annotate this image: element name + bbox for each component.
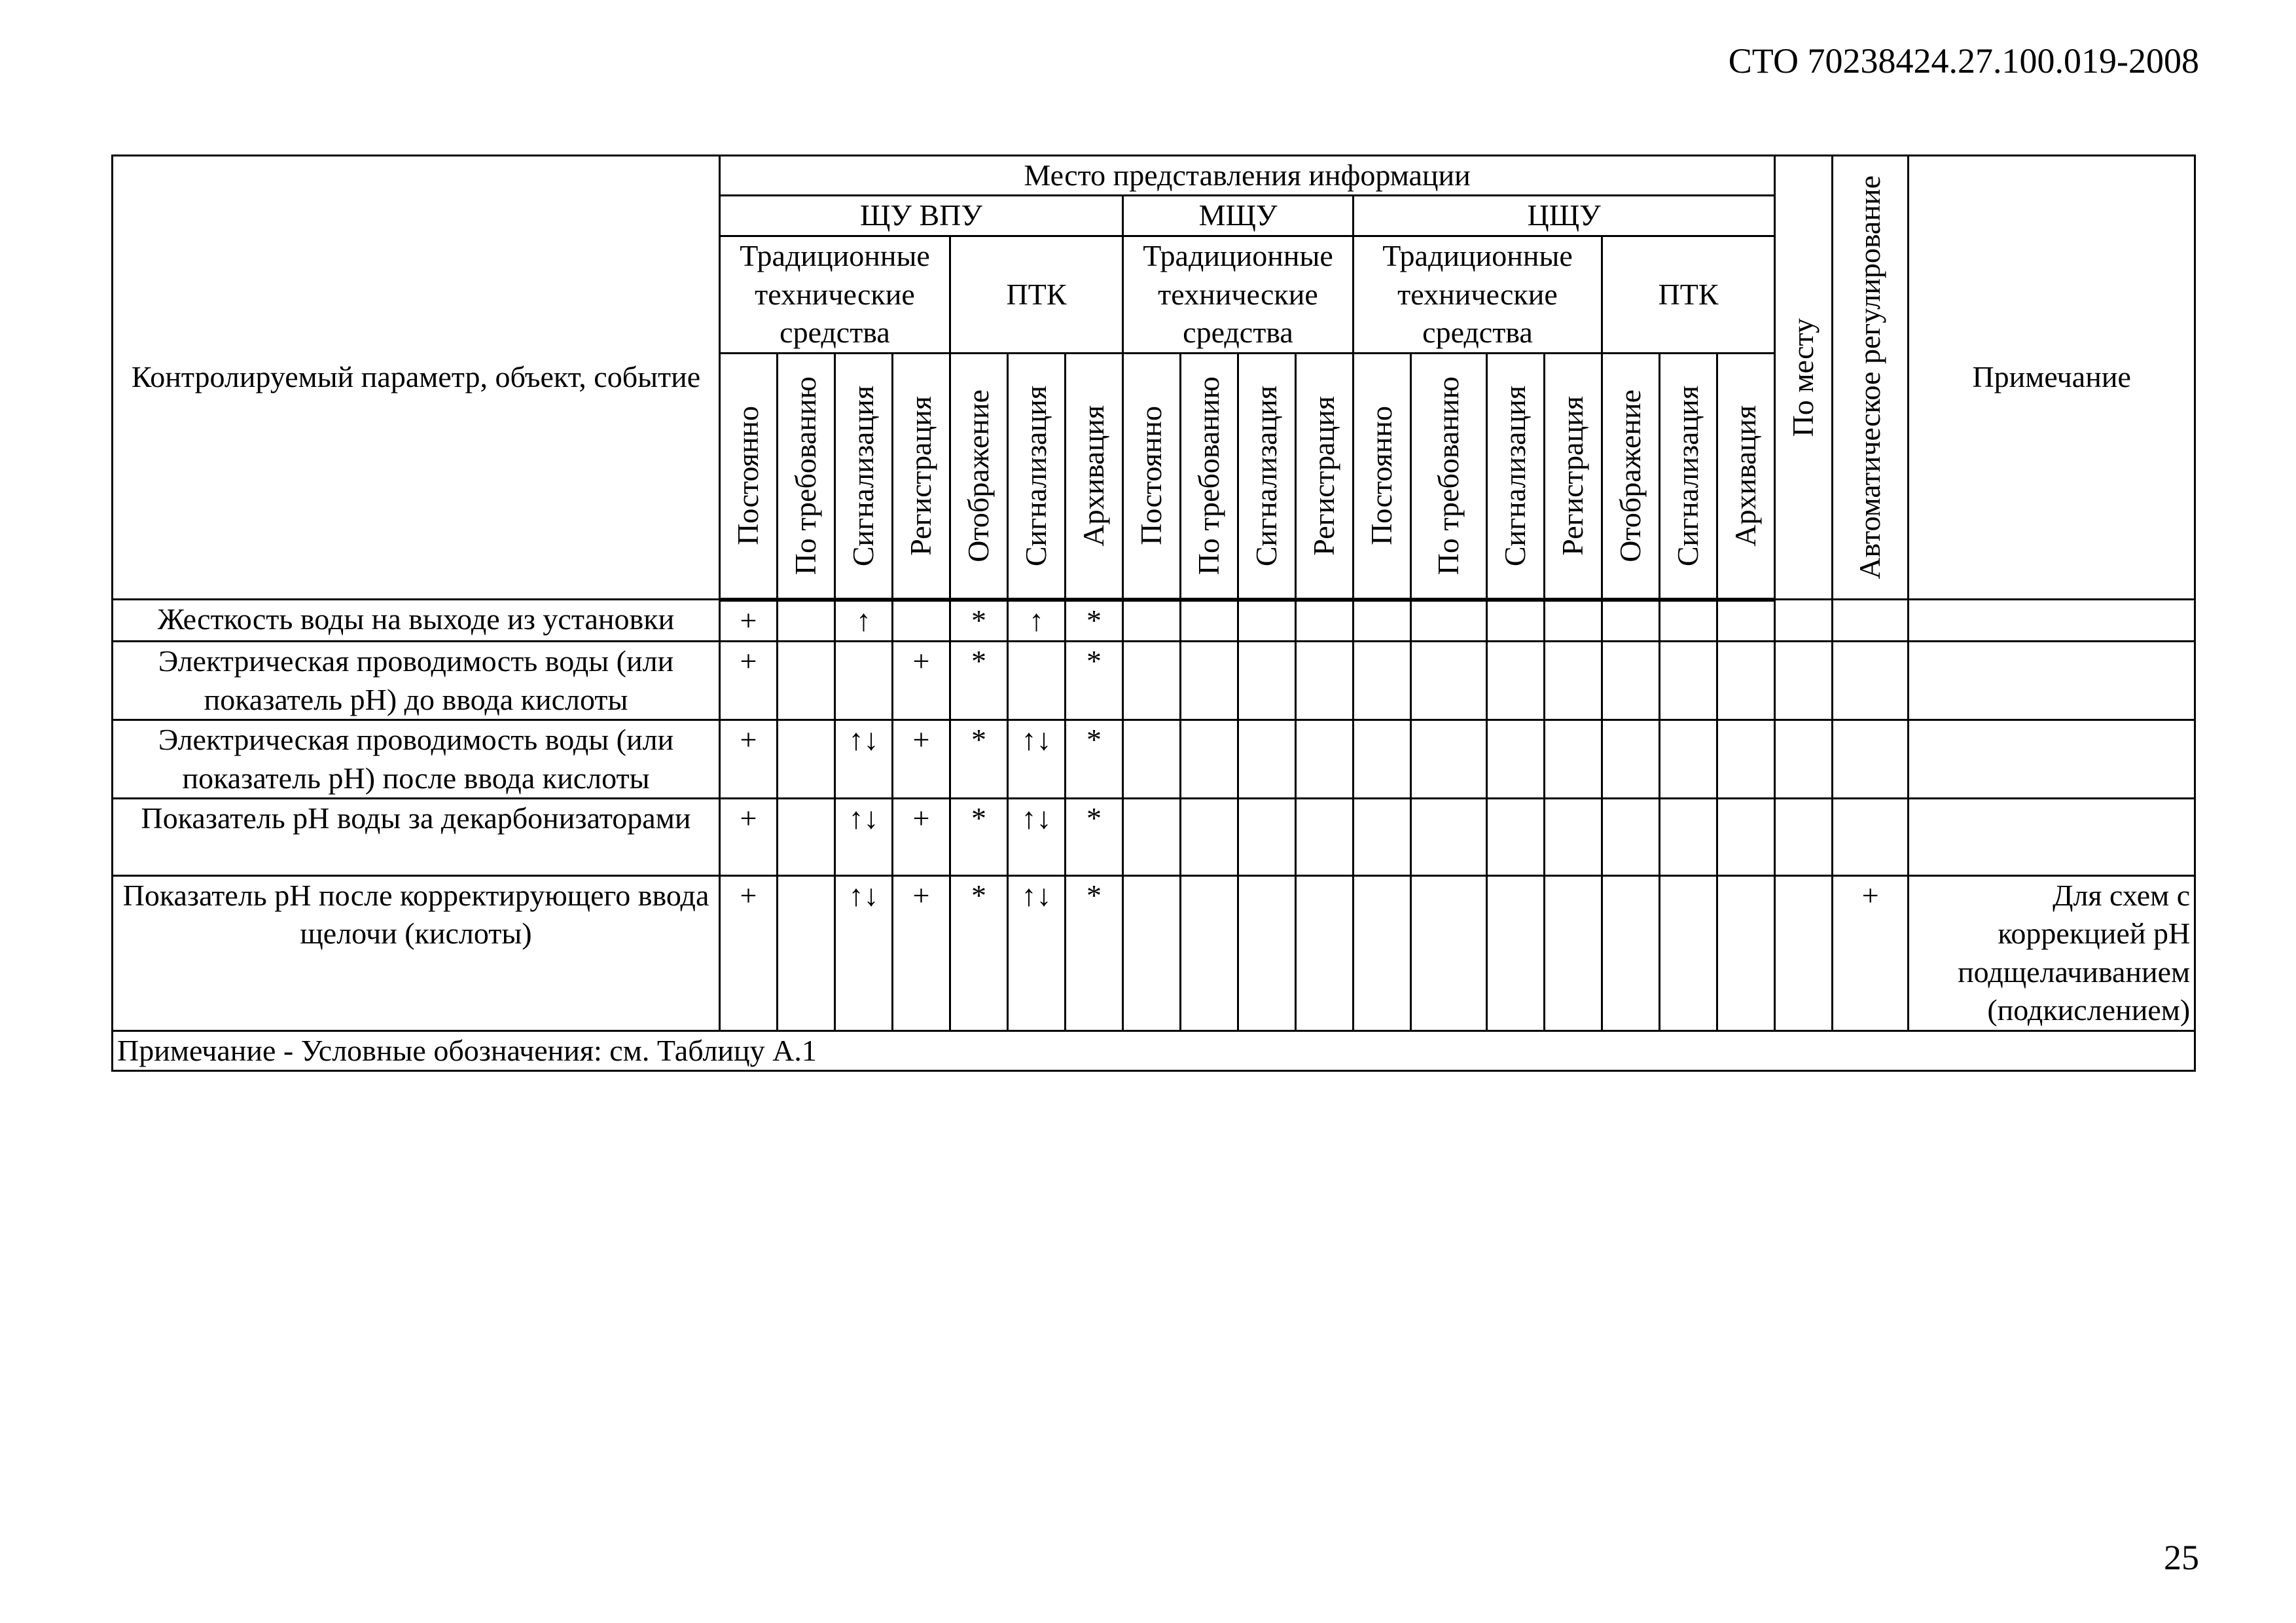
mark-cell — [893, 600, 950, 642]
document-code: СТО 70238424.27.100.019-2008 — [1728, 41, 2199, 81]
mark-cell: * — [950, 600, 1008, 642]
sub-signalizaciya: Сигнализация — [1487, 353, 1545, 600]
sub-postoyanno: Постоянно — [1354, 353, 1411, 600]
header-cshu-ptk: ПТК — [1602, 236, 1775, 353]
table-row — [113, 875, 2195, 1030]
header-auto-regulation: Автоматическое регулирование — [1833, 156, 1909, 600]
sub-otobrazhenie: Отображение — [1602, 353, 1660, 600]
mark-cell: ↑↓ — [835, 875, 893, 1030]
mark-cell: ↑ — [835, 600, 893, 642]
header-cshu-trad: Традиционные технические средства — [1354, 236, 1602, 353]
auto-cell — [1833, 642, 1909, 720]
sub-postoyanno: Постоянно — [1123, 353, 1181, 600]
page-number: 25 — [2164, 1538, 2199, 1577]
mark-cell: ↑↓ — [835, 798, 893, 875]
sub-registraciya: Регистрация — [893, 353, 950, 600]
table-row — [113, 798, 2195, 875]
mark-cell: + — [720, 875, 778, 1030]
auto-cell: + — [1833, 875, 1909, 1030]
table-row — [113, 720, 2195, 799]
mark-cell — [778, 798, 835, 875]
header-parameter: Контролируемый параметр, объект, событие — [113, 156, 720, 600]
mark-cell: + — [893, 798, 950, 875]
sub-postoyanno: Постоянно — [720, 353, 778, 600]
mark-cell: * — [1066, 600, 1123, 642]
note-cell — [1909, 720, 2195, 799]
param-cell: Показатель pH воды за декарбонизаторами — [113, 798, 720, 875]
mark-cell: + — [893, 642, 950, 720]
mark-cell: + — [720, 642, 778, 720]
note-cell — [1909, 798, 2195, 875]
note-cell: Для схем с коррекцией pH подщелачиванием (подкислением) — [1909, 875, 2195, 1030]
sub-signalizaciya: Сигнализация — [1238, 353, 1296, 600]
header-po-mestu: По месту — [1775, 156, 1833, 600]
header-note: Примечание — [1909, 156, 2195, 600]
header-cshu: ЦЩУ — [1354, 196, 1775, 236]
auto-cell — [1833, 720, 1909, 799]
mark-cell: * — [950, 642, 1008, 720]
mark-cell — [778, 720, 835, 799]
mark-cell: * — [1066, 642, 1123, 720]
mark-cell: ↑ — [1008, 600, 1066, 642]
mark-cell: + — [720, 798, 778, 875]
mark-cell — [1008, 642, 1066, 720]
param-cell: Показатель pH после корректирующего ввода щелочи (кислоты) — [113, 875, 720, 1030]
header-mshu-trad: Традиционные технические средства — [1123, 236, 1354, 353]
sub-arhivaciya: Архивация — [1066, 353, 1123, 600]
mark-cell: + — [893, 875, 950, 1030]
mark-cell: ↑↓ — [1008, 720, 1066, 799]
mark-cell: + — [893, 720, 950, 799]
header-mshu: МЩУ — [1123, 196, 1354, 236]
mark-cell — [778, 642, 835, 720]
note-cell — [1909, 600, 2195, 642]
mark-cell: ↑↓ — [1008, 875, 1066, 1030]
mark-cell: * — [1066, 875, 1123, 1030]
sub-otobrazhenie: Отображение — [950, 353, 1008, 600]
sub-registraciya: Регистрация — [1296, 353, 1354, 600]
mark-cell — [835, 642, 893, 720]
mark-cell — [778, 600, 835, 642]
sub-po-trebovaniyu: По требованию — [1411, 353, 1487, 600]
sub-signalizaciya: Сигнализация — [1008, 353, 1066, 600]
mark-cell: * — [950, 720, 1008, 799]
mark-cell: + — [720, 720, 778, 799]
param-cell: Жесткость воды на выходе из установки — [113, 600, 720, 642]
note-cell — [1909, 642, 2195, 720]
header-info-location: Место представления информации — [720, 156, 1775, 196]
param-cell: Электрическая проводимость воды (или показатель pH) после ввода кислоты — [113, 720, 720, 799]
sub-po-trebovaniyu: По требованию — [1181, 353, 1238, 600]
table-footnote: Примечание - Условные обозначения: см. Таблицу А.1 — [113, 1030, 2195, 1070]
mark-cell: + — [720, 600, 778, 642]
mark-cell: * — [950, 875, 1008, 1030]
param-cell: Электрическая проводимость воды (или показатель pH) до ввода кислоты — [113, 642, 720, 720]
table-row — [113, 642, 2195, 720]
auto-cell — [1833, 600, 1909, 642]
sub-registraciya: Регистрация — [1545, 353, 1602, 600]
mark-cell: ↑↓ — [1008, 798, 1066, 875]
mark-cell — [778, 875, 835, 1030]
header-shu-vpu-trad: Традиционные технические средства — [720, 236, 950, 353]
mark-cell: * — [1066, 798, 1123, 875]
table-row — [113, 600, 2195, 642]
monitoring-table — [111, 155, 2196, 1072]
header-shu-vpu-ptk: ПТК — [950, 236, 1123, 353]
header-shu-vpu: ЩУ ВПУ — [720, 196, 1123, 236]
sub-signalizaciya: Сигнализация — [835, 353, 893, 600]
sub-arhivaciya: Архивация — [1717, 353, 1775, 600]
mark-cell: * — [950, 798, 1008, 875]
sub-signalizaciya: Сигнализация — [1660, 353, 1717, 600]
mark-cell: * — [1066, 720, 1123, 799]
sub-po-trebovaniyu: По требованию — [778, 353, 835, 600]
mark-cell: ↑↓ — [835, 720, 893, 799]
auto-cell — [1833, 798, 1909, 875]
